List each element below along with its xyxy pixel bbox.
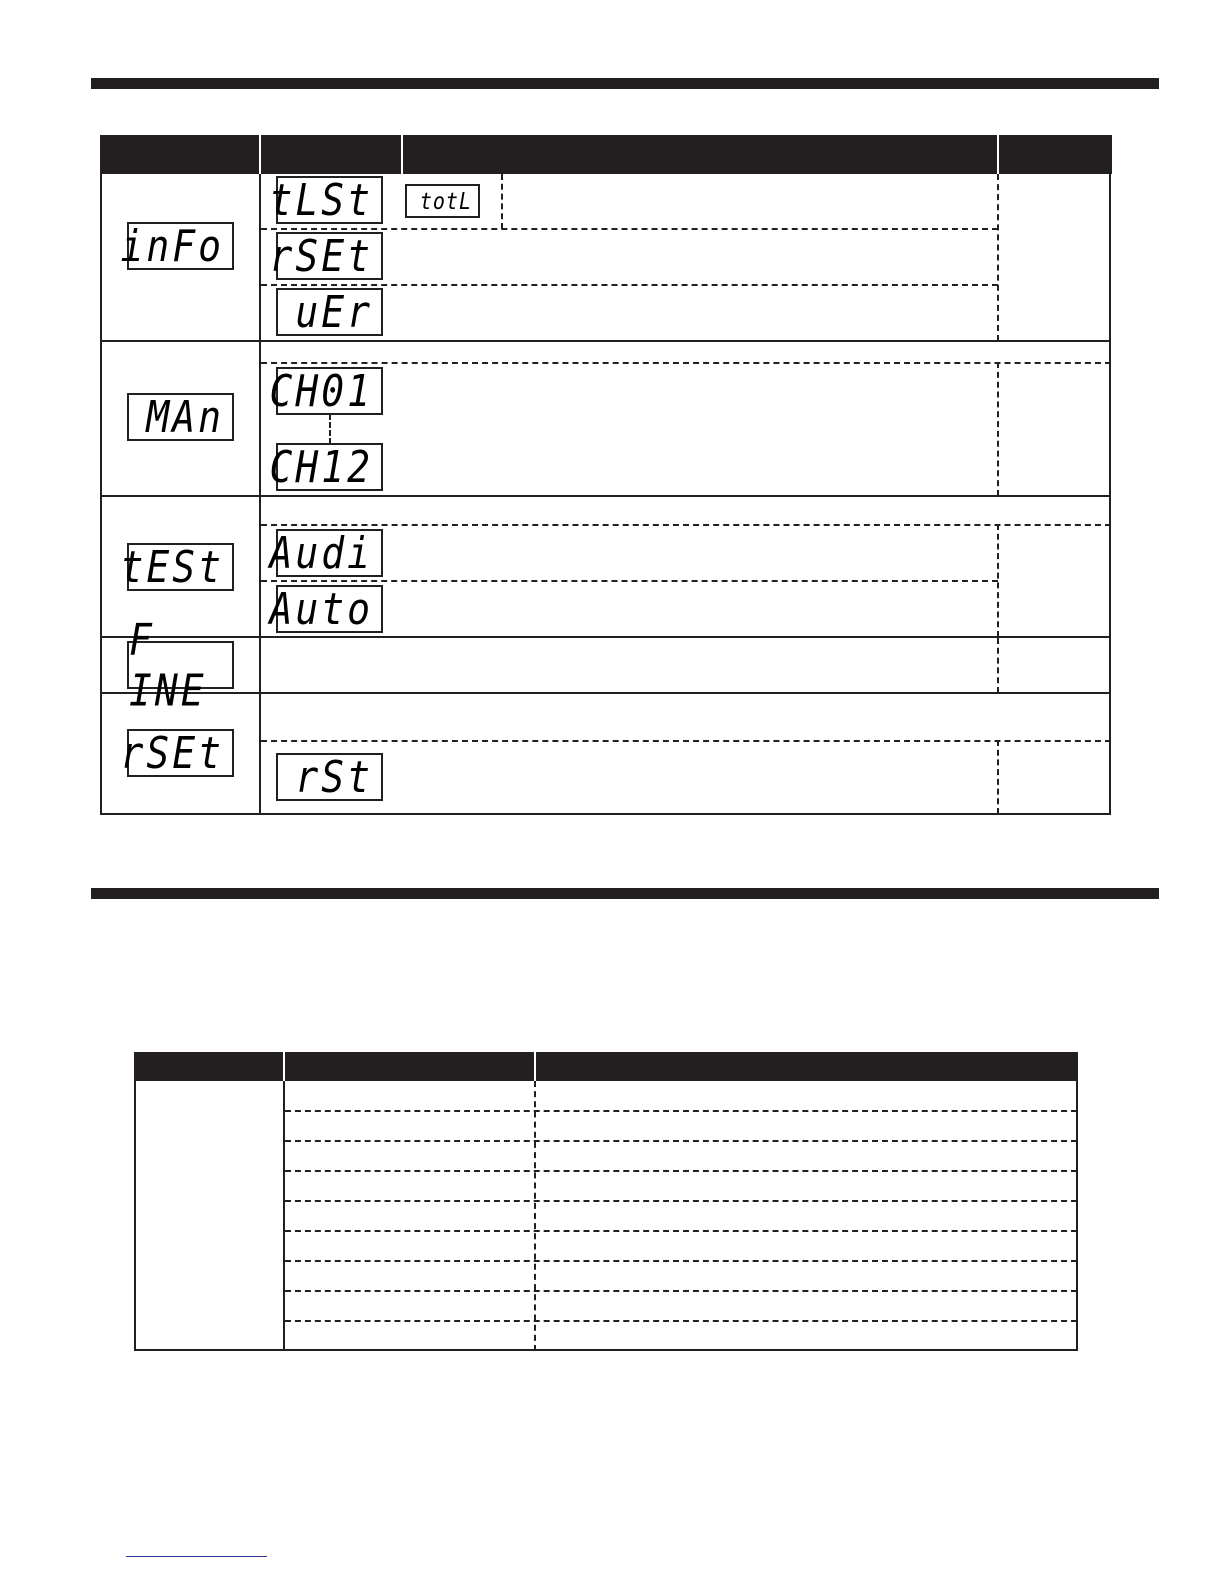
dashed-separator	[261, 524, 1111, 526]
row-separator	[100, 636, 1111, 638]
dashed-row-separator	[285, 1110, 1077, 1112]
table-border-bottom	[100, 813, 1111, 815]
dashed-separator	[261, 362, 1111, 364]
row-separator	[100, 692, 1111, 694]
section-divider-top	[91, 78, 1159, 89]
header-separator	[997, 135, 999, 174]
dashed-separator	[261, 228, 998, 230]
sub-display-total: totL	[405, 184, 480, 218]
dashed-separator	[261, 580, 998, 582]
dashed-separator	[261, 740, 1111, 742]
header-separator	[259, 135, 261, 174]
table-border-left	[134, 1081, 136, 1351]
dashed-column-divider	[534, 1081, 536, 1351]
dashed-column-divider	[997, 524, 999, 637]
option-display-total-list[interactable]: tLSt	[276, 176, 383, 224]
dashed-separator	[261, 284, 998, 286]
dashed-column-divider	[997, 740, 999, 814]
menu-display-test[interactable]: tESt	[127, 543, 234, 591]
dashed-column-divider	[997, 174, 999, 341]
channel-table-header	[134, 1052, 1078, 1081]
option-display-version[interactable]: uEr	[276, 288, 383, 336]
option-display-auto[interactable]: Auto	[276, 585, 383, 633]
row-separator	[100, 495, 1111, 497]
table-border-bottom	[134, 1349, 1078, 1351]
dashed-row-separator	[285, 1260, 1077, 1262]
section-divider-bottom	[91, 888, 1159, 899]
dashed-column-divider	[997, 362, 999, 496]
dashed-row-separator	[285, 1230, 1077, 1232]
channel-range-connector	[329, 414, 331, 444]
dashed-row-separator	[285, 1170, 1077, 1172]
option-display-audio[interactable]: Audi	[276, 529, 383, 577]
dashed-row-separator	[285, 1320, 1077, 1322]
dashed-row-separator	[285, 1140, 1077, 1142]
dashed-column-divider	[997, 638, 999, 693]
header-separator	[534, 1052, 536, 1081]
menu-display-info[interactable]: inFo	[127, 222, 234, 270]
menu-display-reset[interactable]: rSEt	[127, 729, 234, 777]
dashed-row-separator	[285, 1200, 1077, 1202]
option-display-channel-01[interactable]: CH01	[276, 367, 383, 415]
option-display-reset-confirm[interactable]: rSt	[276, 753, 383, 801]
menu-table-header	[100, 135, 1112, 174]
column-divider	[283, 1081, 285, 1351]
table-border-right	[1076, 1081, 1078, 1351]
dashed-row-separator	[285, 1290, 1077, 1292]
row-separator	[100, 340, 1111, 342]
header-separator	[283, 1052, 285, 1081]
footer-link[interactable]	[126, 1556, 267, 1557]
header-separator	[401, 135, 403, 174]
option-display-reset-hours[interactable]: rSEt	[276, 232, 383, 280]
option-display-channel-12[interactable]: CH12	[276, 443, 383, 491]
menu-display-manual[interactable]: MAn	[127, 393, 234, 441]
menu-display-fine[interactable]: F INE	[127, 641, 234, 689]
dashed-column-divider	[501, 174, 503, 229]
